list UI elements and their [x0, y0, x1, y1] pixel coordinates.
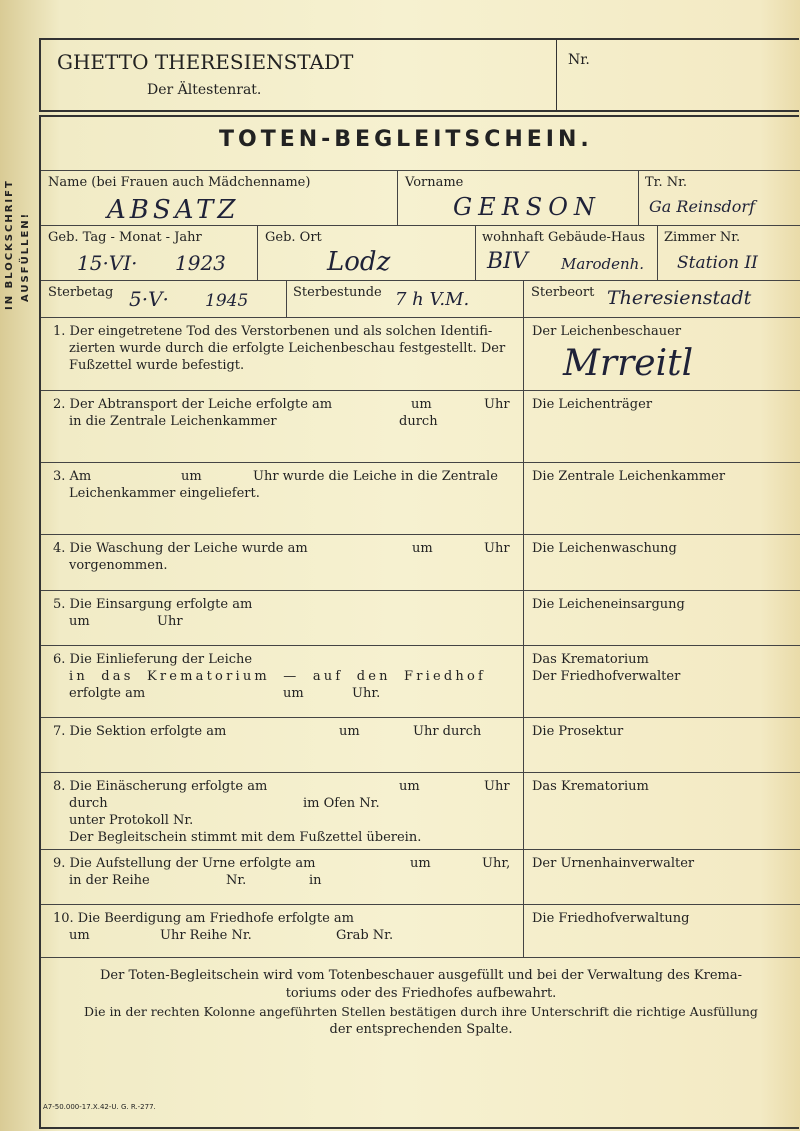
name-value[interactable]: ABSATZ: [107, 195, 240, 225]
sec2-durch: durch: [399, 414, 438, 429]
sec4-uhr: Uhr: [484, 541, 510, 556]
sec8-ofen: im Ofen Nr.: [303, 796, 380, 811]
sec10-right-label: Die Friedhofverwaltung: [532, 911, 690, 926]
header-subtitle: Der Ältestenrat.: [147, 82, 262, 98]
sec8-uhr: Uhr: [484, 779, 510, 794]
sterbetag-year-value[interactable]: 1945: [205, 291, 249, 311]
sec9-right-label: Der Urnenhainverwalter: [532, 856, 695, 871]
sec7-uhr: Uhr durch: [413, 724, 482, 739]
sec10-line2: um: [69, 928, 90, 943]
sec3-um: um: [181, 469, 202, 484]
sec8-line3: unter Protokoll Nr.: [69, 813, 194, 828]
wohnhaft-house-value[interactable]: Marodenh.: [561, 255, 645, 273]
header-title: GHETTO THERESIENSTADT: [57, 50, 354, 74]
sec3-line1: 3. Am: [53, 469, 92, 484]
sec1-right-label: Der Leichenbeschauer: [532, 324, 682, 339]
zimmer-label: Zimmer Nr.: [664, 230, 741, 245]
sec10-grab: Grab Nr.: [336, 928, 394, 943]
sec7-right-label: Die Prosektur: [532, 724, 624, 739]
name-label: Name (bei Frauen auch Mädchenname): [48, 175, 311, 190]
sec2-line1: 2. Der Abtransport der Leiche erfolgte am: [53, 397, 333, 412]
sec1-line2: zierten wurde durch die erfolgte Leichenbeschau festgestellt. Der: [69, 341, 506, 356]
sec3-right-label: Die Zentrale Leichenkammer: [532, 469, 726, 484]
sec9-nr: Nr.: [226, 873, 247, 888]
tr-nr-label: Tr. Nr.: [645, 175, 688, 190]
sterbeort-value[interactable]: Theresienstadt: [607, 287, 752, 309]
sec8-line4: Der Begleitschein stimmt mit dem Fußzettel überein.: [69, 830, 422, 845]
sec5-line2: um: [69, 614, 90, 629]
sec1-line1: 1. Der eingetretene Tod des Verstorbenen und als solchen Identifi-: [53, 324, 493, 339]
sec2-um: um: [411, 397, 432, 412]
sec10-uhr: Uhr Reihe Nr.: [160, 928, 252, 943]
sec6-line2: in das Krematorium — auf den Friedhof: [69, 669, 487, 684]
form-box: [39, 115, 799, 1129]
sec6-line3: erfolgte am: [69, 686, 146, 701]
sec9-um: um: [410, 856, 431, 871]
sec6-right-label2: Der Friedhofverwalter: [532, 669, 681, 684]
gebtag-day-value[interactable]: 15·VI·: [77, 251, 138, 275]
sec3-line2: Leichenkammer eingeliefert.: [69, 486, 260, 501]
sec9-line2: in der Reihe: [69, 873, 150, 888]
sec5-uhr: Uhr: [157, 614, 183, 629]
sec1-line3: Fußzettel wurde befestigt.: [69, 358, 245, 373]
sec9-in: in: [309, 873, 322, 888]
gebtag-label: Geb. Tag - Monat - Jahr: [48, 230, 202, 245]
side-instruction: [4, 160, 34, 320]
sec8-line2: durch: [69, 796, 108, 811]
vorname-label: Vorname: [405, 175, 464, 190]
sec8-um: um: [399, 779, 420, 794]
sec4-line2: vorgenommen.: [69, 558, 168, 573]
wohnhaft-building-value[interactable]: BIV: [487, 249, 528, 274]
sec6-right-label: Das Krematorium: [532, 652, 649, 667]
sterbetag-day-value[interactable]: 5·V·: [129, 287, 169, 311]
sec9-uhr: Uhr,: [482, 856, 511, 871]
sec6-um: um: [283, 686, 304, 701]
sec6-uhr: Uhr.: [352, 686, 381, 701]
sec8-right-label: Das Krematorium: [532, 779, 649, 794]
sterbestunde-value[interactable]: 7 h V.M.: [395, 289, 470, 310]
footer-line2: toriums oder des Friedhofes aufbewahrt.: [285, 986, 557, 1001]
sterbestunde-label: Sterbestunde: [293, 285, 382, 300]
sec4-line1: 4. Die Waschung der Leiche wurde am: [53, 541, 308, 556]
sec2-uhr: Uhr: [484, 397, 510, 412]
sec4-um: um: [412, 541, 433, 556]
tr-nr-value[interactable]: Ga Reinsdorf: [649, 197, 755, 216]
side-text-line2: AUSFÜLLEN!: [20, 211, 31, 302]
sterbeort-label: Sterbeort: [531, 285, 595, 300]
sec5-right-label: Die Leicheneinsargung: [532, 597, 685, 612]
print-mark: A7-50.000-17.X.42-U. G. R.-277.: [43, 1103, 156, 1111]
wohnhaft-label: wohnhaft Gebäude-Haus: [482, 230, 646, 245]
sec2-right-label: Die Leichenträger: [532, 397, 653, 412]
form-title: TOTEN-BEGLEITSCHEIN.: [219, 127, 593, 152]
sec7-line1: 7. Die Sektion erfolgte am: [53, 724, 227, 739]
sec9-line1: 9. Die Aufstellung der Urne erfolgte am: [53, 856, 316, 871]
sterbetag-label: Sterbetag: [48, 285, 114, 300]
footer-line4: der entsprechenden Spalte.: [329, 1022, 513, 1037]
footer-line1: Der Toten-Begleitschein wird vom Totenbeschauer ausgefüllt und bei der Verwaltung des Krema-: [100, 968, 742, 983]
sec8-line1: 8. Die Einäscherung erfolgte am: [53, 779, 268, 794]
gebort-value[interactable]: Lodz: [327, 247, 391, 277]
sec2-line2: in die Zentrale Leichenkammer: [69, 414, 277, 429]
header-box: [39, 38, 799, 112]
side-text-line1: IN BLOCKSCHRIFT: [4, 179, 15, 310]
sec7-um: um: [339, 724, 360, 739]
sec5-line1: 5. Die Einsargung erfolgte am: [53, 597, 253, 612]
vorname-value[interactable]: GERSON: [453, 193, 601, 221]
zimmer-value[interactable]: Station II: [677, 253, 758, 273]
sec6-line1: 6. Die Einlieferung der Leiche: [53, 652, 253, 667]
gebtag-year-value[interactable]: 1923: [175, 251, 226, 275]
gebort-label: Geb. Ort: [265, 230, 322, 245]
header-nr-label: Nr.: [568, 52, 590, 68]
sec10-line1: 10. Die Beerdigung am Friedhofe erfolgte am: [53, 911, 354, 926]
header-divider: [556, 40, 557, 110]
sec1-signature[interactable]: Mrreitl: [563, 343, 694, 384]
footer-line3: Die in der rechten Kolonne angeführten Stellen bestätigen durch ihre Unterschrift die richtige Ausfüllung: [84, 1004, 758, 1019]
sec3-uhr-text: Uhr wurde die Leiche in die Zentrale: [253, 469, 498, 484]
sec4-right-label: Die Leichenwaschung: [532, 541, 677, 556]
